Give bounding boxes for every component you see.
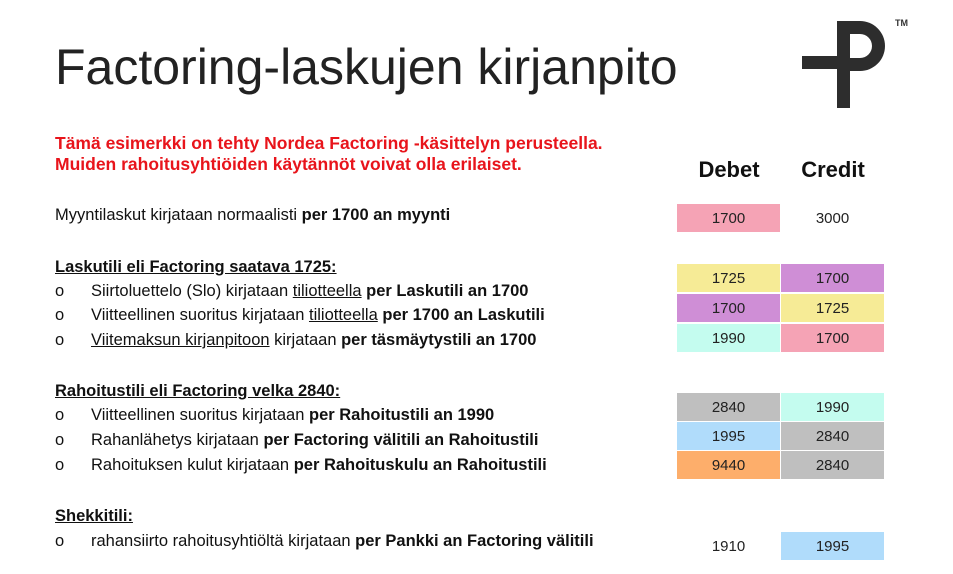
bullet-icon: o xyxy=(55,282,65,300)
bullet-icon: o xyxy=(55,532,65,550)
laskutili-3-credit: 1700 xyxy=(781,324,884,352)
bullet-icon: o xyxy=(55,431,65,449)
laskutili-heading: Laskutili eli Factoring saatava 1725: xyxy=(55,258,337,276)
debet-column-header: Debet xyxy=(698,157,760,182)
rahoitustili-line-1: o Viitteellinen suoritus kirjataan per Rahoitustili an 1990 xyxy=(55,406,495,424)
laskutili-3-debet: 1990 xyxy=(677,324,780,352)
myynti-debet: 1700 xyxy=(677,204,780,232)
bullet-icon: o xyxy=(55,406,65,424)
page-title: Factoring-laskujen kirjanpito xyxy=(55,39,678,95)
rahoitus-1-debet: 2840 xyxy=(677,393,780,421)
bullet-icon: o xyxy=(55,456,65,474)
rahoitus-3-debet: 9440 xyxy=(677,451,780,479)
laskutili-1-credit: 1700 xyxy=(781,264,884,292)
shekkitili-heading: Shekkitili: xyxy=(55,507,133,525)
rahoitustili-line-3: o Rahoituksen kulut kirjataan per Rahoituskulu an Rahoitustili xyxy=(55,456,547,474)
rahoitustili-line-2: o Rahanlähetys kirjataan per Factoring välitili an Rahoitustili xyxy=(55,431,539,449)
laskutili-2-debet: 1700 xyxy=(677,294,780,322)
rahoitustili-heading: Rahoitustili eli Factoring velka 2840: xyxy=(55,382,341,400)
warning-text xyxy=(55,133,603,175)
rahoitus-2-credit: 2840 xyxy=(781,422,884,450)
bullet-icon: o xyxy=(55,331,65,349)
laskutili-2-credit: 1725 xyxy=(781,294,884,322)
laskutili-line-3: o Viitemaksun kirjanpitoon kirjataan per täsmäytystili an 1700 xyxy=(55,331,537,349)
myynti-credit: 3000 xyxy=(815,209,850,227)
rahoitus-2-debet: 1995 xyxy=(677,422,780,450)
laskutili-line-1: o Siirtoluettelo (Slo) kirjataan tiliotteella per Laskutili an 1700 xyxy=(55,282,529,300)
rahoitus-1-credit: 1990 xyxy=(781,393,884,421)
myynti-line: Myyntilaskut kirjataan normaalisti per 1700 an myynti xyxy=(55,206,451,224)
trademark-label: TM xyxy=(895,18,908,28)
warning-line-1: Tämä esimerkki on tehty Nordea Factoring -käsittelyn perusteella. xyxy=(55,133,603,153)
plus-p-logo-icon xyxy=(800,18,910,110)
credit-column-header: Credit xyxy=(801,157,865,182)
bullet-icon: o xyxy=(55,306,65,324)
warning-line-2: Muiden rahoitusyhtiöiden käytännöt voivat olla erilaiset. xyxy=(55,154,522,174)
rahoitus-3-credit: 2840 xyxy=(781,451,884,479)
shekkitili-line-1: o rahansiirto rahoitusyhtiöltä kirjataan per Pankki an Factoring välitili xyxy=(55,532,594,550)
shekki-1-debet: 1910 xyxy=(711,537,746,555)
laskutili-1-debet: 1725 xyxy=(677,264,780,292)
shekki-1-credit: 1995 xyxy=(781,532,884,560)
laskutili-line-2: o Viitteellinen suoritus kirjataan tiliotteella per 1700 an Laskutili xyxy=(55,306,545,324)
